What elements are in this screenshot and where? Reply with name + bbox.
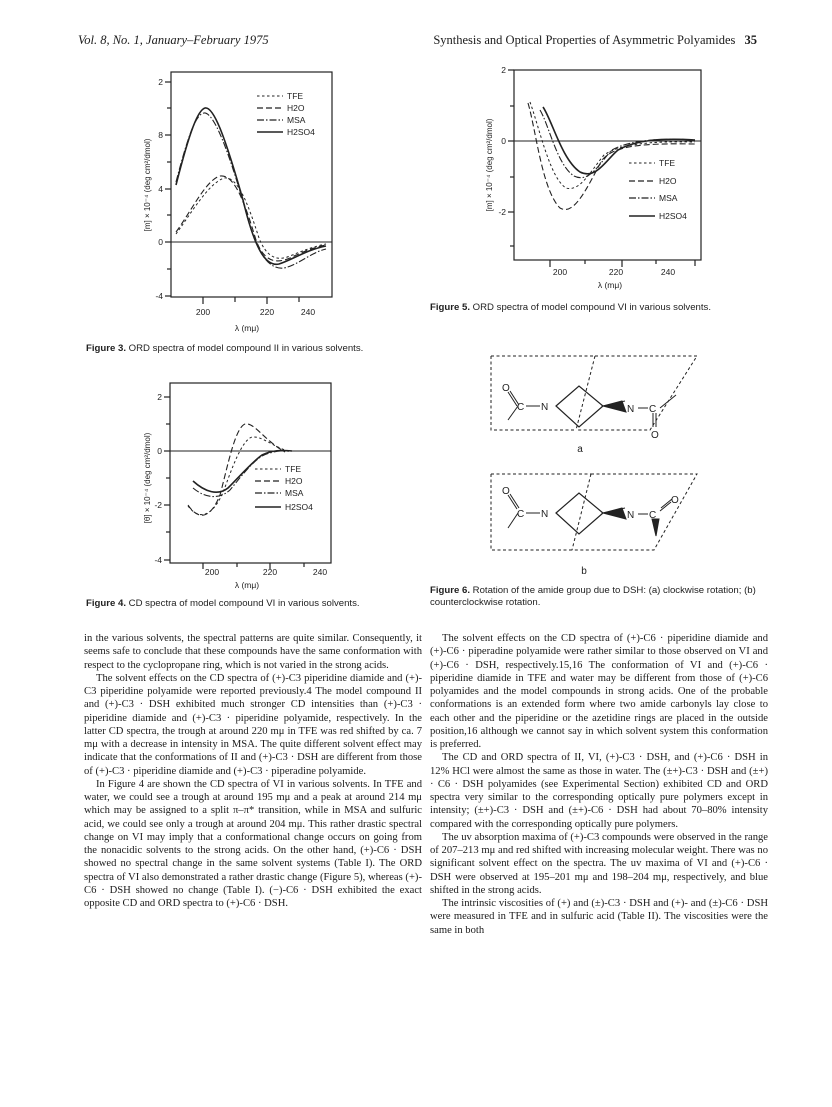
paragraph: The CD and ORD spectra of II, VI, (+)-C3 · DSH, and (+)-C6 · DSH in 12% HCl were almost the same as those in water. The (±+)-C3 · DSH and (±+) · C6 · DSH polyamides (see Experimental Section) exhibited CD and ORD spectra very similar to the corresponding optically pure polymers except in intensity; (±+)-C3 · DSH and (±+)-C6 · DSH had about 70–80% intensity compared with the corresponding optically pure polymers. [430, 752, 768, 830]
fig3-xtick: 240 [300, 307, 316, 317]
fig4-xtick: 220 [262, 567, 278, 577]
fig4-legend-label: MSA [285, 488, 304, 498]
fig3-ylabel: [m] × 10⁻⁴ (deg cm²/dmol) [143, 138, 152, 232]
fig6b-atom-label: N [627, 510, 635, 521]
fig6b-atom-label: O [502, 486, 510, 497]
figure-3-plot [110, 62, 370, 340]
fig5-legend-label: TFE [659, 158, 676, 168]
fig5-ylabel: [m] × 10⁻⁴ (deg cm²/dmol) [485, 118, 494, 212]
figure-4-plot [110, 372, 370, 597]
fig6-panel-a-label: a [577, 444, 583, 455]
paragraph: The intrinsic viscosities of (+) and (±)-C3 · DSH and (+)- and (±)-C6 · DSH were measured in TFE and in sulfuric acid (Table II). The viscosities were the same in both [430, 898, 768, 936]
paragraph: The solvent effects on the CD spectra of (+)-C6 · piperidine diamide and (+)-C6 · piperadine polyamide were rather similar to those observed on VI and (+)-C6 · DSH, respectively.15,16 The conformation of VI and (+)-C6 · piperidine diamide in TFE and water may be different from those of (+)-C6 polyamides and the model compounds in strong acids. One of the probable conformations is an extended form where two amide carbonyls lay close to each other and the piperidine or the azetidine rings are placed in the outside position,16 although we cannot say in which solvent system this conformation is preferred. [430, 633, 768, 750]
fig6a-atom-label: C [649, 404, 657, 415]
figure-3-caption-label: Figure 3. [86, 343, 126, 354]
fig4-legend-label: TFE [285, 464, 302, 474]
fig3-xtick: 200 [195, 307, 211, 317]
figure-4-caption [86, 598, 416, 610]
running-title: Synthesis and Optical Properties of Asymmetric Polyamides [433, 33, 736, 47]
fig5-ytick: -2 [498, 207, 506, 217]
paragraph: The solvent effects on the CD spectra of (+)-C3 piperidine diamide and (+)-C3 piperidine polyamide were reported previously.4 The model compound II and (+)-C3 · DSH exhibited much stronger CD intensities than (+)-C3 · piperidine diamide and (+)-C3 · piperidine polyamide, respectively. In the latter CD spectra, the trough at around 220 mμ in TFE was red shifted by ca. 7 mμ with a decrease in intensity in MSA. The quite different solvent effect may indicate that the conformations of II and (+)-C3 · DSH are different from those of (+)-C3 · piperidine diamide and (+)-C3 · piperadine polyamide. [84, 672, 422, 777]
fig3-ytick: 8 [158, 130, 163, 140]
fig6a-atom-label: N [541, 402, 549, 413]
fig5-xlabel: λ (mμ) [597, 280, 623, 290]
fig6a-atom-label: N [627, 404, 635, 415]
fig3-legend-label: TFE [287, 91, 304, 101]
fig3-ytick: -4 [155, 291, 163, 301]
fig4-xlabel: λ (mμ) [234, 580, 260, 590]
fig6b-atom-label: O [671, 495, 679, 506]
fig4-ytick: 0 [157, 446, 162, 456]
paragraph: in the various solvents, the spectral patterns are quite similar. Consequently, it seems safe to conclude that these compounds have the same conformation with respect to the cyclopropane ring, which is not varied in the strong acids. [84, 633, 422, 671]
figure-4-caption-label: Figure 4. [86, 598, 126, 609]
fig5-legend-label: H2O [659, 176, 677, 186]
page-number: 35 [744, 33, 757, 47]
fig4-ytick: 2 [157, 392, 162, 402]
fig4-xtick: 200 [204, 567, 220, 577]
fig5-xtick: 220 [608, 267, 624, 277]
fig3-legend-label: H2SO4 [287, 127, 315, 137]
figure-5-caption [430, 302, 770, 314]
fig3-legend-label: MSA [287, 115, 306, 125]
figure-5-caption-text: ORD spectra of model compound VI in various solvents. [472, 302, 712, 313]
fig3-legend-label: H2O [287, 103, 305, 113]
fig5-legend-label: H2SO4 [659, 211, 687, 221]
figure-3-caption [86, 343, 416, 355]
fig3-ytick: 4 [158, 184, 163, 194]
fig4-ylabel: [θ] × 10⁻⁴ (deg cm²/dmol) [143, 432, 152, 524]
figure-5-caption-label: Figure 5. [430, 302, 470, 313]
fig5-ytick: 0 [501, 136, 506, 146]
figure-6-diagram [480, 348, 710, 580]
fig4-legend-label: H2O [285, 476, 303, 486]
left-column [84, 632, 422, 910]
figure-5-plot [470, 58, 720, 298]
journal-citation: Vol. 8, No. 1, January–February 1975 [78, 33, 269, 47]
figure-3-caption-text: ORD spectra of model compound II in various solvents. [128, 343, 364, 354]
running-title-block [393, 33, 757, 48]
figure-6-caption [430, 585, 770, 609]
fig6a-atom-label: O [651, 430, 659, 441]
fig4-legend-label: H2SO4 [285, 502, 313, 512]
fig3-ytick: 0 [158, 237, 163, 247]
paragraph: In Figure 4 are shown the CD spectra of VI in various solvents. In TFE and water, we could see a trough at around 195 mμ and a peak at around 214 mμ which may be assigned to a split π–π* transition, while in MSA and sulfuric acid, we could see only a trough at around 204 mμ. This rather drastic spectral change on VI may imply that a conformational change occurs on going from the nonacidic solvents to the strong acids. On the other hand, (+)-C6 · DSH showed no spectral change in the same solvent systems (Table I). The ORD spectra of VI also demonstrated a rather drastic change (Figure 5), whereas (+)-C6 · DSH showed no change (Table I). (−)-C6 · DSH exhibited the exact opposite CD and ORD spectra to (+)-C6 · DSH. [84, 778, 422, 909]
fig5-legend-label: MSA [659, 193, 678, 203]
fig4-ytick: -4 [154, 555, 162, 565]
fig3-xlabel: λ (mμ) [234, 323, 260, 333]
fig4-ytick: -2 [154, 500, 162, 510]
fig6b-atom-label: C [649, 510, 657, 521]
fig5-ytick: 2 [501, 65, 506, 75]
figure-6-caption-label: Figure 6. [430, 585, 470, 596]
fig6b-atom-label: N [541, 509, 549, 520]
fig6b-atom-label: C [517, 509, 525, 520]
fig4-xtick: 240 [312, 567, 328, 577]
fig3-xtick: 220 [259, 307, 275, 317]
fig6-panel-b-label: b [581, 566, 587, 577]
fig5-xtick: 200 [552, 267, 568, 277]
figure-4-caption-text: CD spectra of model compound VI in various solvents. [128, 598, 360, 609]
fig5-xtick: 240 [660, 267, 676, 277]
fig6a-atom-label: O [502, 383, 510, 394]
fig6a-atom-label: C [517, 402, 525, 413]
figure-6-caption-text: Rotation of the amide group due to DSH: (a) clockwise rotation; (b) counterclockwise rotation. [430, 585, 756, 608]
right-column [430, 632, 768, 937]
paragraph: The uv absorption maxima of (+)-C3 compounds were observed in the range of 207–213 mμ and red shifted with increasing molecular weight. There was no significant solvent effect on the spectra. The uv maxima of VI and (+)-C6 · DSH were observed at 195–201 mμ and 198–204 mμ, respectively, and blue shifted in the strong acids. [430, 831, 768, 896]
fig3-ytick: 2 [158, 77, 163, 87]
